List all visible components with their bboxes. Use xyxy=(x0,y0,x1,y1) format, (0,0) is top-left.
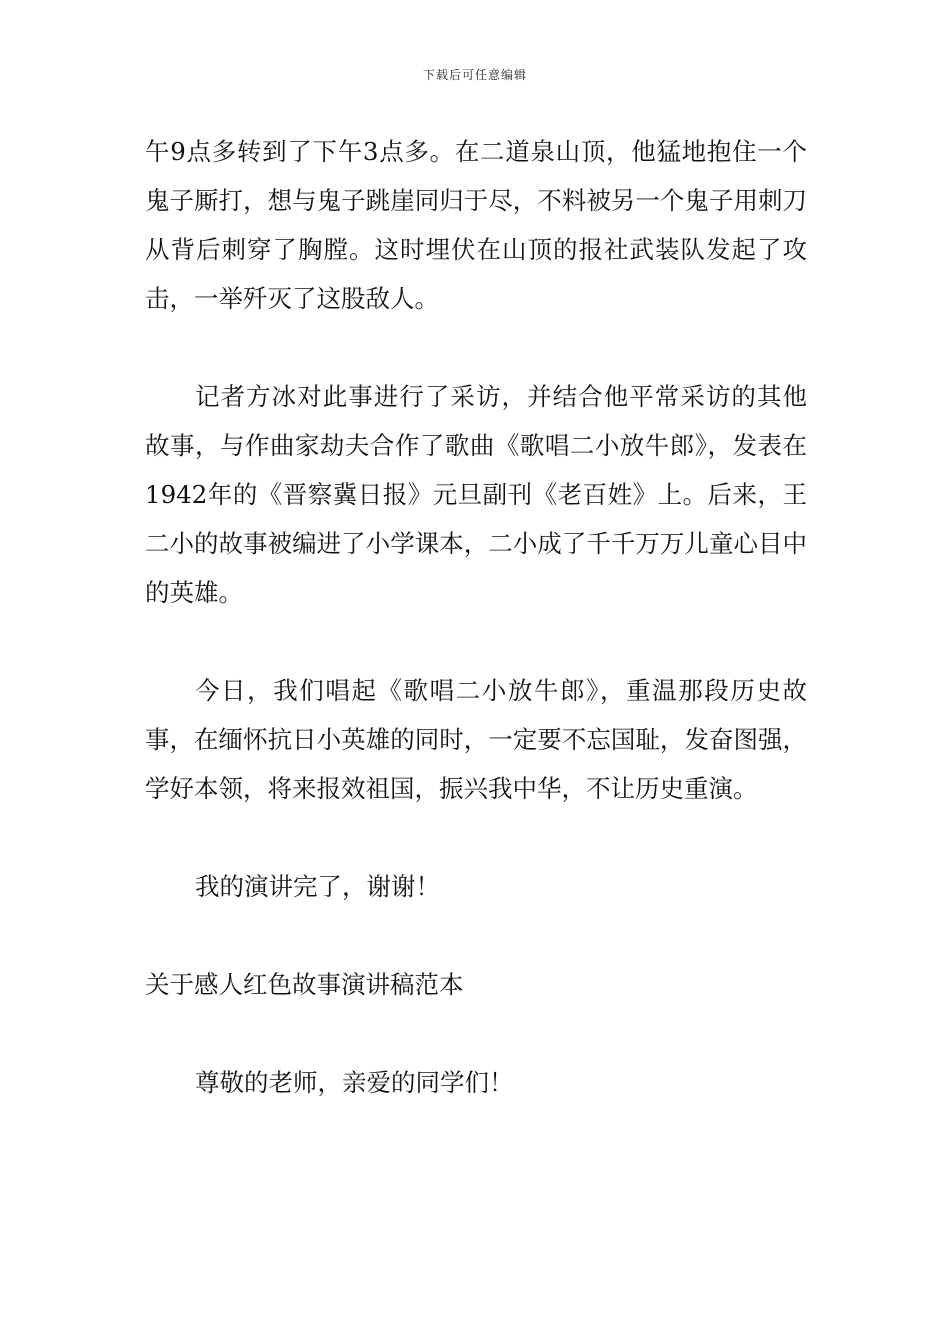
paragraph-gap xyxy=(145,911,807,960)
paragraph-gap xyxy=(145,323,807,372)
paragraph-closing: 我的演讲完了，谢谢！ xyxy=(195,872,440,901)
page-header-note: 下载后可任意编辑 xyxy=(422,68,527,82)
paragraph-today: 今日，我们唱起《歌唱二小放牛郎》，重温那段历史故事，在缅怀抗日小英雄的同时，一定要不忘国耻，发奋图强，学好本领，将来报效祖国，振兴我中华，不让历史重演。 xyxy=(145,676,807,803)
paragraph-gap xyxy=(145,617,807,666)
paragraph-story-continuation: 午9点多转到了下午3点多。在二道泉山顶，他猛地抱住一个鬼子厮打，想与鬼子跳崖同归于尽，不料被另一个鬼子用刺刀从背后刺穿了胸膛。这时埋伏在山顶的报社武装队发起了攻击，一举歼灭了这股敌人。 xyxy=(145,137,807,313)
paragraph-reporter: 记者方冰对此事进行了采访，并结合他平常采访的其他故事，与作曲家劫夫合作了歌曲《歌唱二小放牛郎》，发表在1942年的《晋察冀日报》元旦副刊《老百姓》上。后来，王二小的故事被编进了小学课本，二小成了千千万万儿童心目中的英雄。 xyxy=(145,382,807,607)
document-body xyxy=(145,127,807,1107)
paragraph-gap xyxy=(145,813,807,862)
paragraph-greeting: 尊敬的老师，亲爱的同学们！ xyxy=(195,1068,514,1097)
paragraph-gap xyxy=(145,1009,807,1058)
section-title: 关于感人红色故事演讲稿范本 xyxy=(145,970,464,999)
